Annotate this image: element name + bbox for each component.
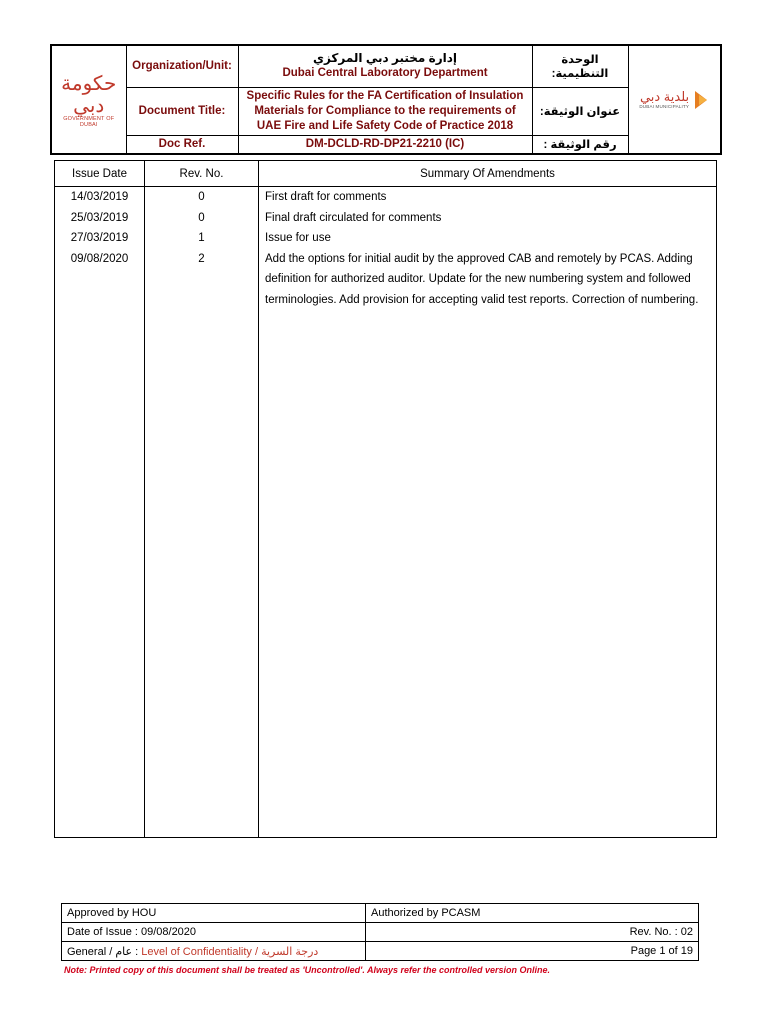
rev-no-cell: 0: [198, 191, 205, 203]
amendments-table: [54, 160, 717, 838]
issue-date-cell: 09/08/2020: [70, 252, 129, 265]
summary-column: [259, 187, 717, 838]
org-label-arabic: الوحدة التنظيمية:: [532, 45, 628, 87]
confidentiality-level: Level of Confidentiality / درجة السرية: [141, 945, 319, 958]
issue-date-cell: 27/03/2019: [70, 232, 129, 244]
document-title-label-arabic: عنوان الوثيقة:: [532, 87, 628, 135]
document-title-label: Document Title:: [126, 87, 238, 135]
doc-ref-label-arabic: رقم الوثيقة :: [532, 135, 628, 154]
note-text: Printed copy of this document shall be treated as 'Uncontrolled'. Always refer the controlled version Online.: [87, 965, 551, 975]
doc-ref-value: DM-DCLD-RD-DP21-2210 (IC): [238, 135, 532, 154]
doc-ref-label: Doc Ref.: [126, 135, 238, 154]
issue-date-cell: 14/03/2019: [70, 191, 129, 203]
rev-no-cell: 1: [198, 232, 205, 244]
approved-by: Approved by HOU: [62, 904, 366, 923]
issue-date-cell: 25/03/2019: [70, 211, 129, 224]
general-label: General / عام :: [67, 945, 142, 958]
confidentiality-cell: [62, 942, 366, 961]
summary-cell: Issue for use: [265, 232, 331, 244]
issue-date-column: [55, 187, 145, 838]
page-number: Page 1 of 19: [366, 942, 699, 961]
column-header-issue-date: Issue Date: [55, 161, 145, 187]
summary-cell: Final draft circulated for comments: [265, 211, 442, 224]
document-title-value: Specific Rules for the FA Certification of Insulation Materials for Compliance to the requirements of UAE Fire and Life Safety Code of Practice 2018: [238, 87, 532, 135]
dubai-municipality-logo: [628, 45, 721, 154]
uncontrolled-copy-note: [64, 965, 550, 975]
org-value-arabic: إدارة مختبر دبي المركزي: [312, 51, 458, 66]
government-of-dubai-logo: [51, 45, 126, 154]
rev-no-cell: 0: [198, 211, 205, 224]
column-header-rev-no: Rev. No.: [145, 161, 259, 187]
revision-number: Rev. No. : 02: [366, 923, 699, 942]
note-prefix: Note:: [64, 965, 87, 975]
org-value-english: Dubai Central Laboratory Department: [282, 67, 488, 80]
authorized-by: Authorized by PCASM: [366, 904, 699, 923]
org-label: Organization/Unit:: [126, 45, 238, 87]
document-footer: [61, 903, 699, 961]
dm-logo-mark-icon: [693, 89, 709, 111]
rev-no-column: [145, 187, 259, 838]
date-of-issue: Date of Issue : 09/08/2020: [62, 923, 366, 942]
gov-logo-english: GOVERNMENT OF DUBAI: [63, 115, 115, 128]
dm-logo-arabic: بلدية دبي: [639, 89, 690, 104]
summary-cell: First draft for comments: [265, 191, 387, 203]
dm-logo-english: DUBAI MUNICIPALITY: [639, 104, 690, 109]
column-header-summary: Summary Of Amendments: [259, 161, 717, 187]
document-header: [50, 44, 722, 155]
org-value: [238, 45, 532, 87]
gov-logo-arabic: حكومة دبي: [61, 70, 117, 117]
rev-no-cell: 2: [198, 252, 205, 265]
summary-cell: Add the options for initial audit by the approved CAB and remotely by PCAS. Adding definition for authorized auditor. Update for the new numbering system and followed terminologies. Add provision for accepting valid test reports. Correction of numbering.: [265, 252, 699, 306]
